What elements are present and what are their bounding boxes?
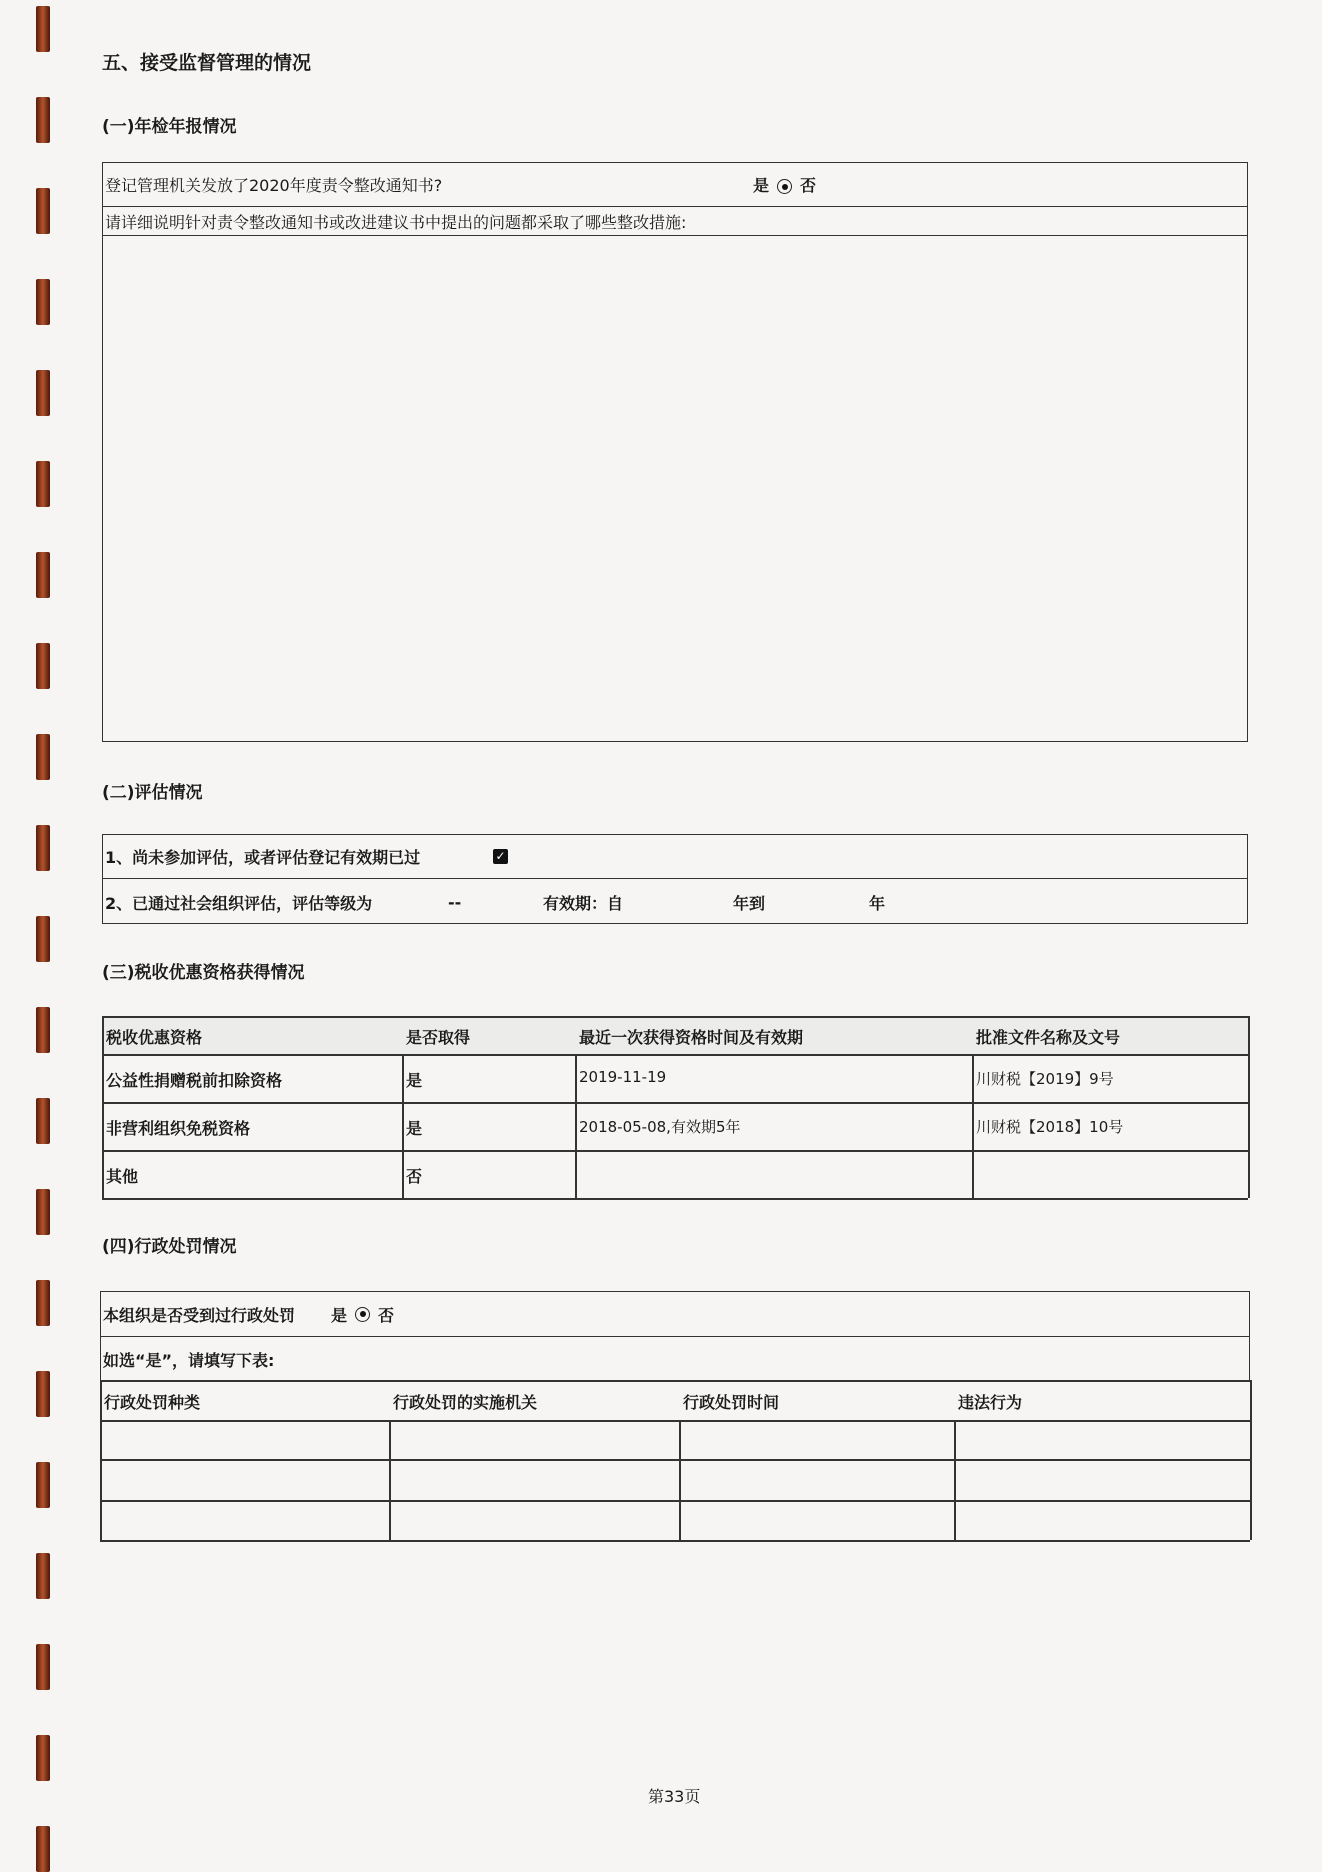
binder-hole	[36, 1280, 50, 1326]
grid-line	[402, 1054, 404, 1198]
radio-selected-icon[interactable]	[777, 179, 792, 194]
grid-line	[1250, 1380, 1252, 1540]
binder-hole	[36, 916, 50, 962]
option-yes[interactable]: 是	[753, 176, 770, 195]
binder-hole	[36, 461, 50, 507]
penalty-question-box	[100, 1291, 1250, 1380]
binder-hole	[36, 1826, 50, 1872]
grid-line	[1248, 1016, 1250, 1198]
option-no[interactable]: 否	[378, 1305, 395, 1325]
annual-check-table	[102, 162, 1248, 742]
binder-hole	[36, 370, 50, 416]
page-number: 第33页	[648, 1787, 701, 1806]
s2-title: (二)评估情况	[102, 783, 203, 803]
eval-item2: 2、已通过社会组织评估，评估等级为	[105, 893, 373, 913]
s4-title: (四)行政处罚情况	[102, 1237, 237, 1257]
grid-line	[100, 1459, 1250, 1461]
grid-line	[100, 1540, 1250, 1542]
table-cell: 2018-05-08,有效期5年	[579, 1118, 741, 1136]
notice-options[interactable]	[753, 173, 816, 196]
binder-hole	[36, 1553, 50, 1599]
grid-line	[102, 1198, 1248, 1200]
grid-line	[575, 1054, 577, 1198]
binder-hole	[36, 825, 50, 871]
grid-line	[102, 1150, 1248, 1152]
year-to: 年到	[733, 893, 766, 913]
eval-row-2	[103, 879, 1247, 925]
eval-grade: --	[448, 892, 462, 912]
column-header: 最近一次获得资格时间及有效期	[579, 1028, 804, 1047]
checkbox-checked-icon[interactable]: ✓	[493, 849, 508, 864]
column-header: 违法行为	[958, 1393, 1023, 1412]
binder-hole	[36, 1007, 50, 1053]
binder-hole	[36, 6, 50, 52]
binder-hole	[36, 97, 50, 143]
binder-hole	[36, 1735, 50, 1781]
grid-line	[389, 1420, 391, 1540]
binder-hole	[36, 1098, 50, 1144]
binder-hole	[36, 1644, 50, 1690]
table-cell: 2019-11-19	[579, 1068, 667, 1086]
detail-prompt: 请详细说明针对责令整改通知书或改进建议书中提出的问题都采取了哪些整改措施:	[103, 207, 1247, 236]
binder-hole	[36, 279, 50, 325]
detail-textarea[interactable]	[103, 236, 1247, 741]
grid-line	[102, 1102, 1248, 1104]
grid-line	[102, 1016, 104, 1198]
column-header: 行政处罚种类	[104, 1393, 201, 1412]
column-header: 税收优惠资格	[106, 1028, 203, 1047]
binder-hole	[36, 188, 50, 234]
table-cell: 其他	[106, 1167, 139, 1186]
option-no[interactable]: 否	[800, 176, 817, 195]
option-yes[interactable]: 是	[331, 1305, 348, 1325]
grid-line	[102, 1016, 1248, 1018]
table-cell: 是	[406, 1119, 423, 1138]
radio-selected-icon[interactable]	[355, 1307, 370, 1322]
table-cell: 非营利组织免税资格	[106, 1119, 251, 1138]
column-header: 行政处罚的实施机关	[393, 1393, 538, 1412]
table-cell: 否	[406, 1167, 423, 1186]
penalty-question-row	[101, 1292, 1249, 1337]
table-cell: 川财税【2018】10号	[976, 1118, 1124, 1136]
s1-title: (一)年检年报情况	[102, 117, 237, 137]
notice-row	[103, 163, 1247, 207]
binder-hole	[36, 643, 50, 689]
grid-line	[100, 1380, 102, 1540]
valid-from: 有效期：自	[543, 893, 624, 913]
column-header: 是否取得	[406, 1028, 471, 1047]
evaluation-table	[102, 834, 1248, 924]
penalty-note: 如选“是”，请填写下表:	[103, 1350, 275, 1370]
column-header: 行政处罚时间	[683, 1393, 780, 1412]
notice-question: 登记管理机关发放了2020年度责令整改通知书?	[105, 176, 443, 195]
table-cell: 公益性捐赠税前扣除资格	[106, 1071, 283, 1090]
table-cell: 川财税【2019】9号	[976, 1070, 1114, 1088]
eval-row-1	[103, 835, 1247, 879]
binder-hole	[36, 552, 50, 598]
binder-hole	[36, 734, 50, 780]
column-header: 批准文件名称及文号	[976, 1028, 1121, 1047]
grid-line	[100, 1420, 1250, 1422]
grid-line	[100, 1500, 1250, 1502]
binder-hole	[36, 1189, 50, 1235]
table-cell: 是	[406, 1071, 423, 1090]
eval-item1: 1、尚未参加评估，或者评估登记有效期已过	[105, 848, 421, 867]
grid-line	[972, 1054, 974, 1198]
grid-line	[954, 1420, 956, 1540]
s3-title: (三)税收优惠资格获得情况	[102, 963, 305, 983]
grid-line	[102, 1054, 1248, 1056]
grid-line	[679, 1420, 681, 1540]
binder-hole	[36, 1371, 50, 1417]
grid-line	[100, 1380, 1250, 1382]
binder-hole	[36, 1462, 50, 1508]
year-label: 年	[869, 893, 886, 913]
section-title: 五、接受监督管理的情况	[102, 52, 312, 74]
penalty-question: 本组织是否受到过行政处罚	[103, 1305, 296, 1325]
